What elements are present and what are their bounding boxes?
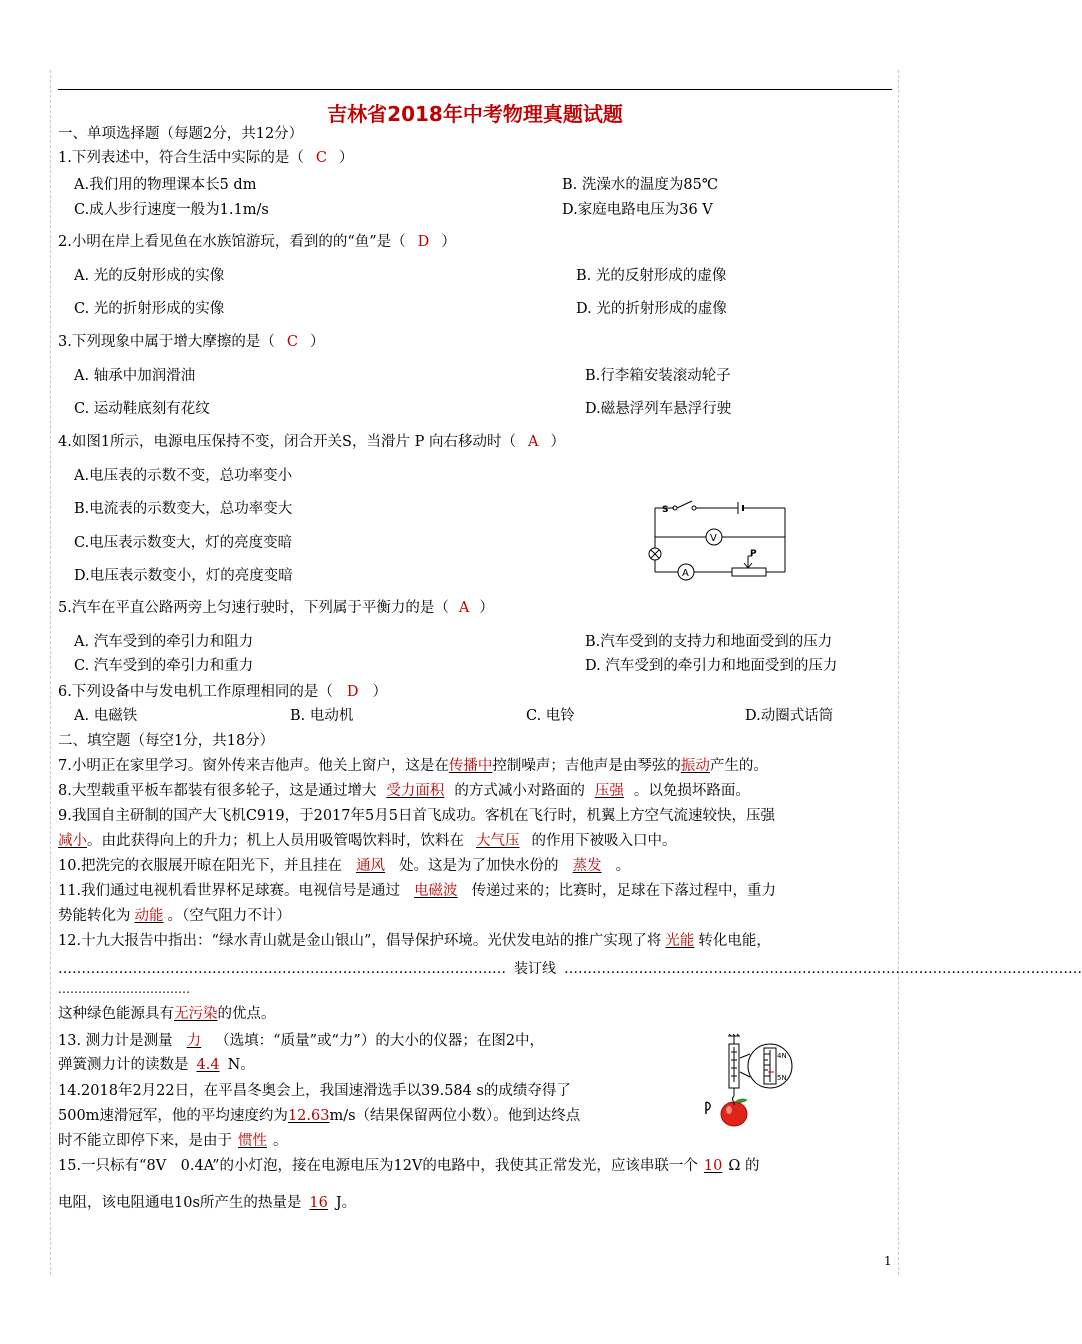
question-6-option-c: C. 电铃: [526, 708, 575, 724]
question-5-option-d: D. 汽车受到的牵引力和地面受到的压力: [585, 658, 838, 674]
question-12-blank-2: 无污染: [174, 1006, 218, 1022]
question-1-option-c: C.成人步行速度一般为1.1m/s: [74, 202, 269, 218]
question-13-line-1: 13. 测力计是测量 力 （选填：“质量”或“力”）的大小的仪器；在图2中，: [58, 1033, 545, 1049]
question-9-blank-2: 大气压: [476, 833, 520, 849]
question-2-option-b: B. 光的反射形成的虚像: [576, 268, 727, 284]
question-10-blank-2: 蒸发: [572, 858, 602, 874]
question-9-line-2: 减小。由此获得向上的升力；机上人员用吸管喝饮料时，饮料在 大气压 的作用下被吸入口中。: [58, 833, 677, 849]
question-3-option-c: C. 运动鞋底刻有花纹: [74, 401, 210, 417]
scale-label-bottom: 5N: [777, 1074, 787, 1082]
question-12-line-2: 这种绿色能源具有无污染的优点。: [58, 1006, 276, 1022]
slider-label: P: [750, 549, 757, 559]
question-2-option-c: C. 光的折射形成的实像: [74, 301, 225, 317]
question-3-stem: 3.下列现象中属于增大摩擦的是（ C ）: [58, 334, 325, 350]
question-15-blank-2: 16: [309, 1195, 328, 1211]
question-3-option-d: D.磁悬浮列车悬浮行驶: [585, 401, 732, 417]
question-5-answer: A: [458, 600, 470, 616]
voltmeter-label: V: [710, 533, 717, 544]
question-1-stem: 1.下列表述中，符合生活中实际的是（ C ）: [58, 150, 354, 166]
right-binding-margin: [898, 70, 899, 1275]
question-14-blank-2: 惯性: [238, 1133, 267, 1149]
question-4-stem: 4.如图1所示，电源电压保持不变，闭合开关S，当滑片 P 向右移动时（ A ）: [58, 434, 565, 450]
scale-label-top: 4N: [777, 1052, 787, 1060]
question-12-blank-1: 光能: [665, 933, 695, 949]
question-3-option-a: A. 轴承中加润滑油: [74, 368, 196, 384]
header-rule: [58, 89, 892, 90]
question-12-line-1: 12.十九大报告中指出：“绿水青山就是金山银山”，倡导保护环境。光伏发电站的推广实现了将 光能 转化电能，: [58, 933, 771, 949]
question-13-blank-1: 力: [186, 1033, 202, 1049]
question-4-option-d: D.电压表示数变小，灯的亮度变暗: [74, 568, 293, 584]
question-4-answer: A: [527, 434, 539, 450]
question-9-blank-1: 减小: [58, 833, 87, 849]
question-11-line-2: 势能转化为 动能 。（空气阻力不计）: [58, 908, 291, 924]
question-2-option-a: A. 光的反射形成的实像: [74, 268, 225, 284]
left-binding-margin: [50, 70, 51, 1275]
question-10: 10.把洗完的衣服展开晾在阳光下，并且挂在 通风 处。这是为了加快水份的 蒸发 。: [58, 858, 631, 874]
question-6-option-d: D.动圈式话筒: [745, 708, 834, 724]
switch-label: S: [662, 505, 669, 515]
spring-scale-figure-2: [702, 1032, 802, 1128]
question-15-blank-1: 10: [703, 1158, 723, 1174]
question-9-line-1: 9.我国自主研制的国产大飞机C919，于2017年5月5日首飞成功。客机在飞行时，机翼上方空气流速较快，压强: [58, 808, 775, 824]
binding-line-label: 装订线: [514, 961, 556, 977]
page-number: 1: [884, 1254, 892, 1268]
question-1-option-b: B. 洗澡水的温度为85℃: [562, 177, 719, 193]
question-5-option-a: A. 汽车受到的牵引力和阻力: [74, 634, 254, 650]
question-8-blank-1: 受力面积: [386, 783, 445, 799]
question-1-option-a: A.我们用的物理课本长5 dm: [74, 177, 257, 193]
question-13-blank-2: 4.4: [196, 1057, 220, 1073]
question-4-option-c: C.电压表示数变大，灯的亮度变暗: [74, 535, 293, 551]
binding-line: …………………………………………………………………………………… 装订线 …………………………………………………………………………………………………: [58, 961, 1082, 977]
question-7-blank-2: 振动: [680, 758, 710, 774]
page-title: 吉林省2018年中考物理真题试题: [327, 102, 623, 126]
question-11-line-1: 11.我们通过电视机看世界杯足球赛。电视信号是通过 电磁波 传递过来的；比赛时，足球在下落过程中，重力: [58, 883, 777, 899]
question-5-stem: 5.汽车在平直公路两旁上匀速行驶时，下列属于平衡力的是（ A ）: [58, 600, 494, 616]
question-14-line-3: 时不能立即停下来，是由于 惯性 。: [58, 1133, 288, 1149]
question-14-line-2: 500m速滑冠军，他的平均速度约为12.63m/s（结果保留两位小数）。他到达终点: [58, 1108, 581, 1124]
binding-line-continuation: ……………………………: [58, 982, 190, 996]
question-11-blank-2: 动能: [134, 908, 164, 924]
question-5-option-b: B.汽车受到的支持力和地面受到的压力: [585, 634, 833, 650]
question-15-line-2: 电阻，该电阻通电10s所产生的热量是 16 J。: [58, 1195, 357, 1211]
question-2-stem: 2.小明在岸上看见鱼在水族馆游玩，看到的的“鱼”是（ D ）: [58, 234, 456, 250]
question-6-stem: 6.下列设备中与发电机工作原理相同的是（ D ）: [58, 684, 387, 700]
question-6-answer: D: [346, 684, 359, 700]
question-2-option-d: D. 光的折射形成的虚像: [576, 301, 727, 317]
question-7: 7.小明正在家里学习。窗外传来吉他声。他关上窗户，这是在传播中控制噪声；吉他声是由琴弦的振动产生的。: [58, 758, 768, 774]
question-4-option-b: B.电流表的示数变大，总功率变大: [74, 501, 293, 517]
question-5-option-c: C. 汽车受到的牵引力和重力: [74, 658, 254, 674]
question-2-answer: D: [417, 234, 430, 250]
question-8: 8.大型载重平板车都装有很多轮子，这是通过增大 受力面积 的方式减小对路面的 压强 。以免损坏路面。: [58, 783, 750, 799]
ammeter-label: A: [682, 568, 689, 579]
question-10-blank-1: 通风: [356, 858, 386, 874]
question-8-blank-2: 压强: [594, 783, 624, 799]
question-13-line-2: 弹簧测力计的读数是 4.4 N。: [58, 1057, 255, 1073]
question-1-option-d: D.家庭电路电压为36 V: [562, 202, 713, 218]
circuit-diagram-figure-1: [640, 492, 800, 584]
question-6-option-a: A. 电磁铁: [74, 708, 138, 724]
question-14-line-1: 14.2018年2月22日，在平昌冬奥会上，我国速滑选手以39.584 s的成绩夺得了: [58, 1083, 571, 1099]
section-heading-choice: 一、单项选择题（每题2分，共12分）: [58, 126, 304, 142]
question-3-answer: C: [286, 334, 298, 350]
question-3-option-b: B.行李箱安装滚动轮子: [585, 368, 731, 384]
section-heading-fill: 二、填空题（每空1分，共18分）: [58, 733, 275, 749]
question-1-answer: C: [315, 150, 327, 166]
question-11-blank-1: 电磁波: [414, 883, 458, 899]
question-15-line-1: 15.一只标有“8V 0.4A”的小灯泡，接在电源电压为12V的电路中，我使其正常发光，应该串联一个 10 Ω 的: [58, 1158, 760, 1174]
question-14-blank-1: 12.63: [287, 1108, 330, 1124]
question-4-option-a: A.电压表的示数不变，总功率变小: [74, 468, 293, 484]
question-6-option-b: B. 电动机: [290, 708, 354, 724]
question-7-blank-1: 传播中: [448, 758, 493, 774]
